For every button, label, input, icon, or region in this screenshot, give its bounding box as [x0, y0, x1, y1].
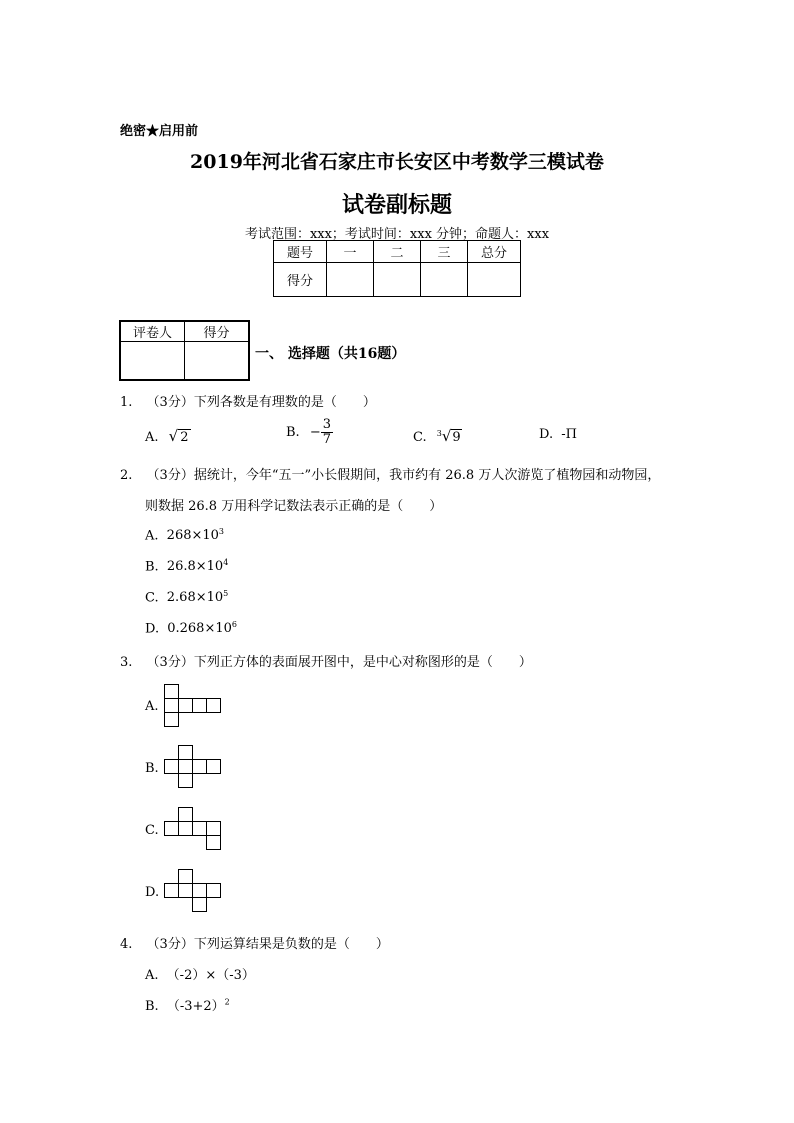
cube-net-c[interactable] [164, 807, 222, 851]
score-header-cell: 总分 [468, 241, 521, 263]
question-2-line-2: 则数据 26.8 万用科学记数法表示正确的是（ ） [145, 499, 443, 514]
option-label: C. [145, 823, 159, 838]
option-b[interactable] [145, 761, 159, 776]
option-b[interactable] [286, 418, 333, 447]
exponent: 3 [218, 527, 225, 536]
option-b[interactable] [145, 558, 228, 574]
option-label: C. [413, 430, 427, 445]
cube-net-b-figure [164, 745, 222, 789]
grader-cell[interactable] [120, 342, 185, 380]
score-table [273, 240, 521, 297]
exponent: 6 [231, 620, 237, 629]
cube-net-d[interactable] [164, 869, 222, 913]
option-d[interactable] [145, 885, 159, 900]
question-3 [120, 651, 532, 670]
radical-sign: √ [441, 427, 452, 445]
score-row-label: 得分 [274, 263, 327, 297]
exam-info: 考试范围：xxx；考试时间：xxx 分钟；命题人：xxx [244, 227, 550, 242]
score-header-cell: 一 [327, 241, 374, 263]
option-c[interactable] [145, 823, 159, 838]
option-label: A. [145, 430, 159, 445]
option-text: 0.268×10 [167, 621, 232, 637]
question-number: 2. [120, 468, 133, 483]
score-header-cell: 题号 [274, 241, 327, 263]
question-number: 4. [120, 937, 133, 952]
grader-cell[interactable] [185, 342, 250, 380]
option-a[interactable] [145, 964, 255, 983]
exam-subtitle: 试卷副标题 [341, 192, 452, 218]
radicand: 2 [180, 430, 189, 445]
option-d[interactable] [145, 620, 237, 636]
option-text: 26.8×10 [166, 559, 224, 575]
cube-net-d-figure [164, 869, 222, 913]
option-label: B. [145, 761, 159, 776]
cube-net-a-figure [164, 684, 222, 728]
option-label: A. [145, 528, 159, 544]
section-heading: 一、 选择题（共16题） [255, 346, 406, 362]
option-text: -Π [561, 427, 577, 442]
option-label: C. [145, 590, 159, 606]
option-label: D. [145, 621, 160, 637]
option-label: B. [145, 999, 159, 1014]
exponent: 4 [223, 558, 229, 567]
option-text: （-3+2） [166, 999, 225, 1014]
grader-table [119, 320, 250, 381]
option-text: （-2）×（-3） [166, 968, 255, 983]
option-label: B. [286, 425, 300, 440]
score-cell[interactable] [374, 263, 421, 297]
question-2 [120, 464, 660, 483]
minus-sign: − [309, 425, 321, 440]
radical-sign: √ [168, 427, 179, 445]
option-c[interactable] [145, 589, 228, 605]
option-label: B. [145, 559, 159, 575]
exam-title: 2019年河北省石家庄市长安区中考数学三模试卷 [190, 151, 604, 173]
question-text: （3分）下列各数是有理数的是（ ） [146, 395, 376, 410]
question-number: 3. [120, 655, 133, 670]
question-text: （3分）据统计，今年“五一”小长假期间，我市约有 26.8 万人次游览了植物园和动物园， [146, 468, 661, 483]
score-cell[interactable] [468, 263, 521, 297]
score-header-cell: 三 [421, 241, 468, 263]
question-text: （3分）下列正方体的表面展开图中，是中心对称图形的是（ ） [146, 655, 532, 670]
question-1 [120, 391, 376, 410]
root-index: 3 [436, 428, 442, 438]
confidential-label: 绝密★启用前 [120, 124, 199, 139]
fraction-denominator: 7 [322, 432, 332, 447]
option-text: 2.68×10 [166, 590, 224, 606]
score-cell[interactable] [327, 263, 374, 297]
exponent: 2 [224, 997, 230, 1007]
option-c[interactable] [413, 427, 462, 445]
question-4 [120, 933, 389, 952]
option-label: D. [145, 885, 160, 900]
cube-net-c-figure [164, 807, 222, 851]
option-label: A. [145, 968, 159, 983]
option-a[interactable] [145, 699, 159, 714]
option-b[interactable] [145, 995, 230, 1014]
question-text: （3分）下列运算结果是负数的是（ ） [146, 937, 389, 952]
question-number: 1. [120, 395, 133, 410]
option-d[interactable] [539, 427, 577, 442]
option-label: A. [145, 699, 159, 714]
option-text: 268×10 [166, 528, 219, 544]
cube-net-a[interactable] [164, 684, 222, 728]
score-cell[interactable] [421, 263, 468, 297]
option-label: D. [539, 427, 554, 442]
fraction [321, 418, 333, 447]
option-a[interactable] [145, 527, 224, 543]
score-header-cell: 二 [374, 241, 421, 263]
exponent: 5 [223, 589, 229, 598]
radicand: 9 [452, 430, 461, 445]
fraction-numerator: 3 [322, 417, 332, 432]
grader-header-cell: 得分 [185, 321, 250, 342]
option-a[interactable] [145, 427, 191, 445]
cube-net-b[interactable] [164, 745, 222, 789]
grader-header-cell: 评卷人 [120, 321, 185, 342]
